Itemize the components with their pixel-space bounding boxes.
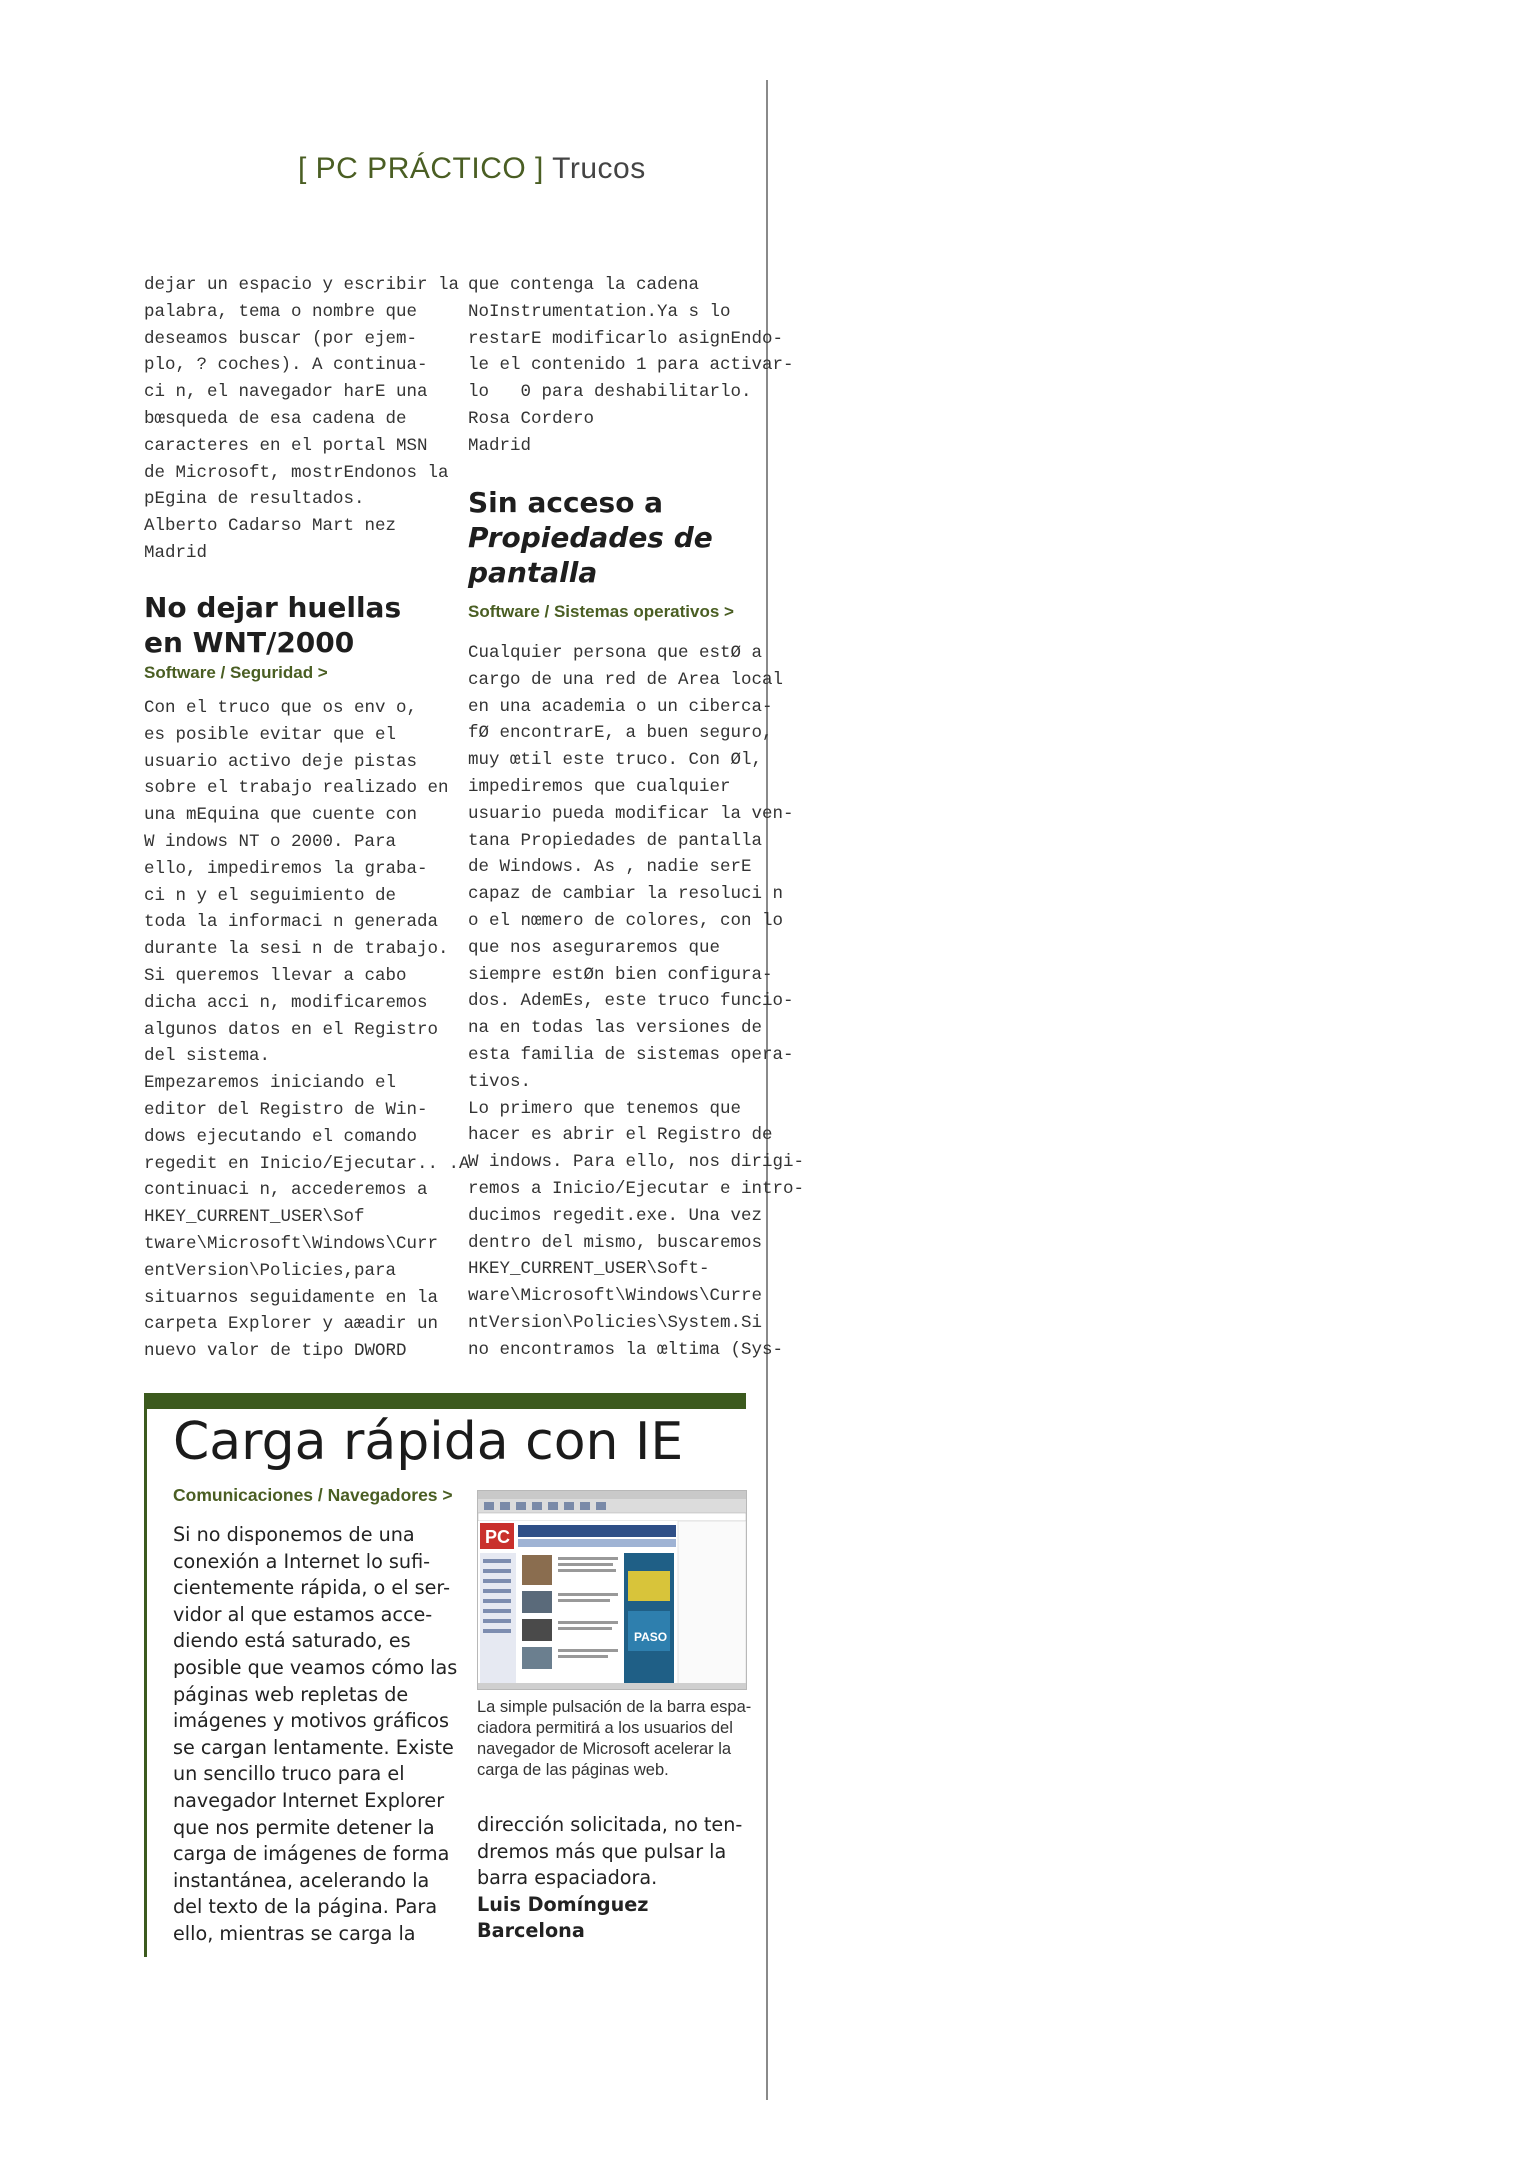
box-body-right-block — [477, 1812, 742, 1945]
left-column-top-text: dejar un espacio y escribir la palabra, tema o nombre que deseamos buscar (por ejem- plo, ? coches). A continua- ci n, el navegador harE una bœsqueda de esa cadena de caracteres en el portal MSN de Microsoft, mostrEndonos la pEgina de resultados. Alberto Cadarso Mart nez Madrid — [144, 275, 460, 563]
box-category: Comunicaciones / Navegadores > — [173, 1485, 453, 1505]
svg-text:PC: PC — [485, 1527, 511, 1547]
article-body: Cualquier persona que estØ a cargo de una red de Area local en una academia o un ciberca- fØ encontrarE, a buen seguro, muy œtil este truco. Con Øl, impediremos que cualquier usuario pueda modificar la ven- tana Propiedades de pantalla de Windows. As , nadie serE capaz de cambiar la resoluci n o el nœmero de colores, con lo que nos aseguraremos que siempre estØn bien configura- dos. AdemEs, este truco funcio- na en todas las versiones de esta familia de sistemas opera- tivos. Lo primero que tenemos que hacer es abrir el Registro de W indows. Para ello, nos dirigi- remos a Inicio/Ejecutar e intro- ducimos regedit.exe. Una vez dentro del mismo, buscaremos HKEY_CURRENT_USER\Soft- ware\Microsoft\Windows\Curre ntVersion\Policies\System.Si no encontramos la œltima (Sys- — [468, 643, 805, 1360]
box-author: Luis Domínguez — [477, 1892, 649, 1916]
box-city: Barcelona — [477, 1919, 585, 1943]
article-title: No dejar huellas en WNT/2000 — [144, 591, 402, 659]
article-sin-acceso — [468, 485, 804, 1364]
box-left-rule — [144, 1393, 147, 1957]
browser-screenshot-illustration — [478, 1491, 746, 1689]
box-top-bar — [144, 1393, 746, 1409]
article-body: Con el truco que os env o, es posible evitar que el usuario activo deje pistas sobre el trabajo realizado en una mEquina que cuente con W indows NT o 2000. Para ello, impediremos la graba- ci n y el seguimiento de toda la informaci n generada durante la sesi n de trabajo. Si queremos llevar a cabo dicha acci n, modificaremos algunos datos en el Registro del sistema. Empezaremos iniciando el editor del Registro de Win- dows ejecutando el comando regedit en Inicio/Ejecutar.. .A continuaci n, accederemos a HKEY_CURRENT_USER\Sof tware\Microsoft\Windows\Curr entVersion\Policies,para situarnos seguidamente en la carpeta Explorer y aæadir un nuevo valor de tipo DWORD — [144, 698, 470, 1362]
box-title: Carga rápida con IE — [173, 1412, 684, 1472]
image-caption: La simple pulsación de la barra espa- ciadora permitirá a los usuarios del navegador de Microsoft acelerar la carga de las páginas web. — [477, 1698, 752, 1779]
article-category: Software / Seguridad > — [144, 663, 328, 682]
article-title: Sin acceso a Propiedades de pantalla — [468, 486, 713, 589]
browser-screenshot-image — [477, 1490, 747, 1690]
subsection-label: Trucos — [552, 152, 646, 185]
right-column-top-text: que contenga la cadena NoInstrumentation.Ya s lo restarE modificarlo asignEndo- le el contenido 1 para activar- lo 0 para deshabilitarlo. Rosa Cordero Madrid — [468, 275, 794, 456]
article-category: Software / Sistemas operativos > — [468, 602, 734, 621]
box-body-right: dirección solicitada, no ten- dremos más que pulsar la barra espaciadora. — [477, 1813, 743, 1890]
section-label: [ PC PRÁCTICO ] — [298, 152, 544, 185]
article-no-dejar-huellas — [144, 590, 470, 1365]
svg-text:PASO: PASO — [634, 1630, 668, 1644]
page-header — [298, 152, 646, 186]
box-body-left: Si no disponemos de una conexión a Internet lo sufi- cientemente rápida, o el ser- vidor al que estamos acce- diendo está saturado, es posible que veamos cómo las páginas web repletas de imágenes y motivos gráficos se cargan lentamente. Existe un sencillo truco para el navegador Internet Explorer que nos permite detener la carga de imágenes de forma instantánea, acelerando la del texto de la página. Para ello, mientras se carga la — [173, 1523, 458, 1945]
